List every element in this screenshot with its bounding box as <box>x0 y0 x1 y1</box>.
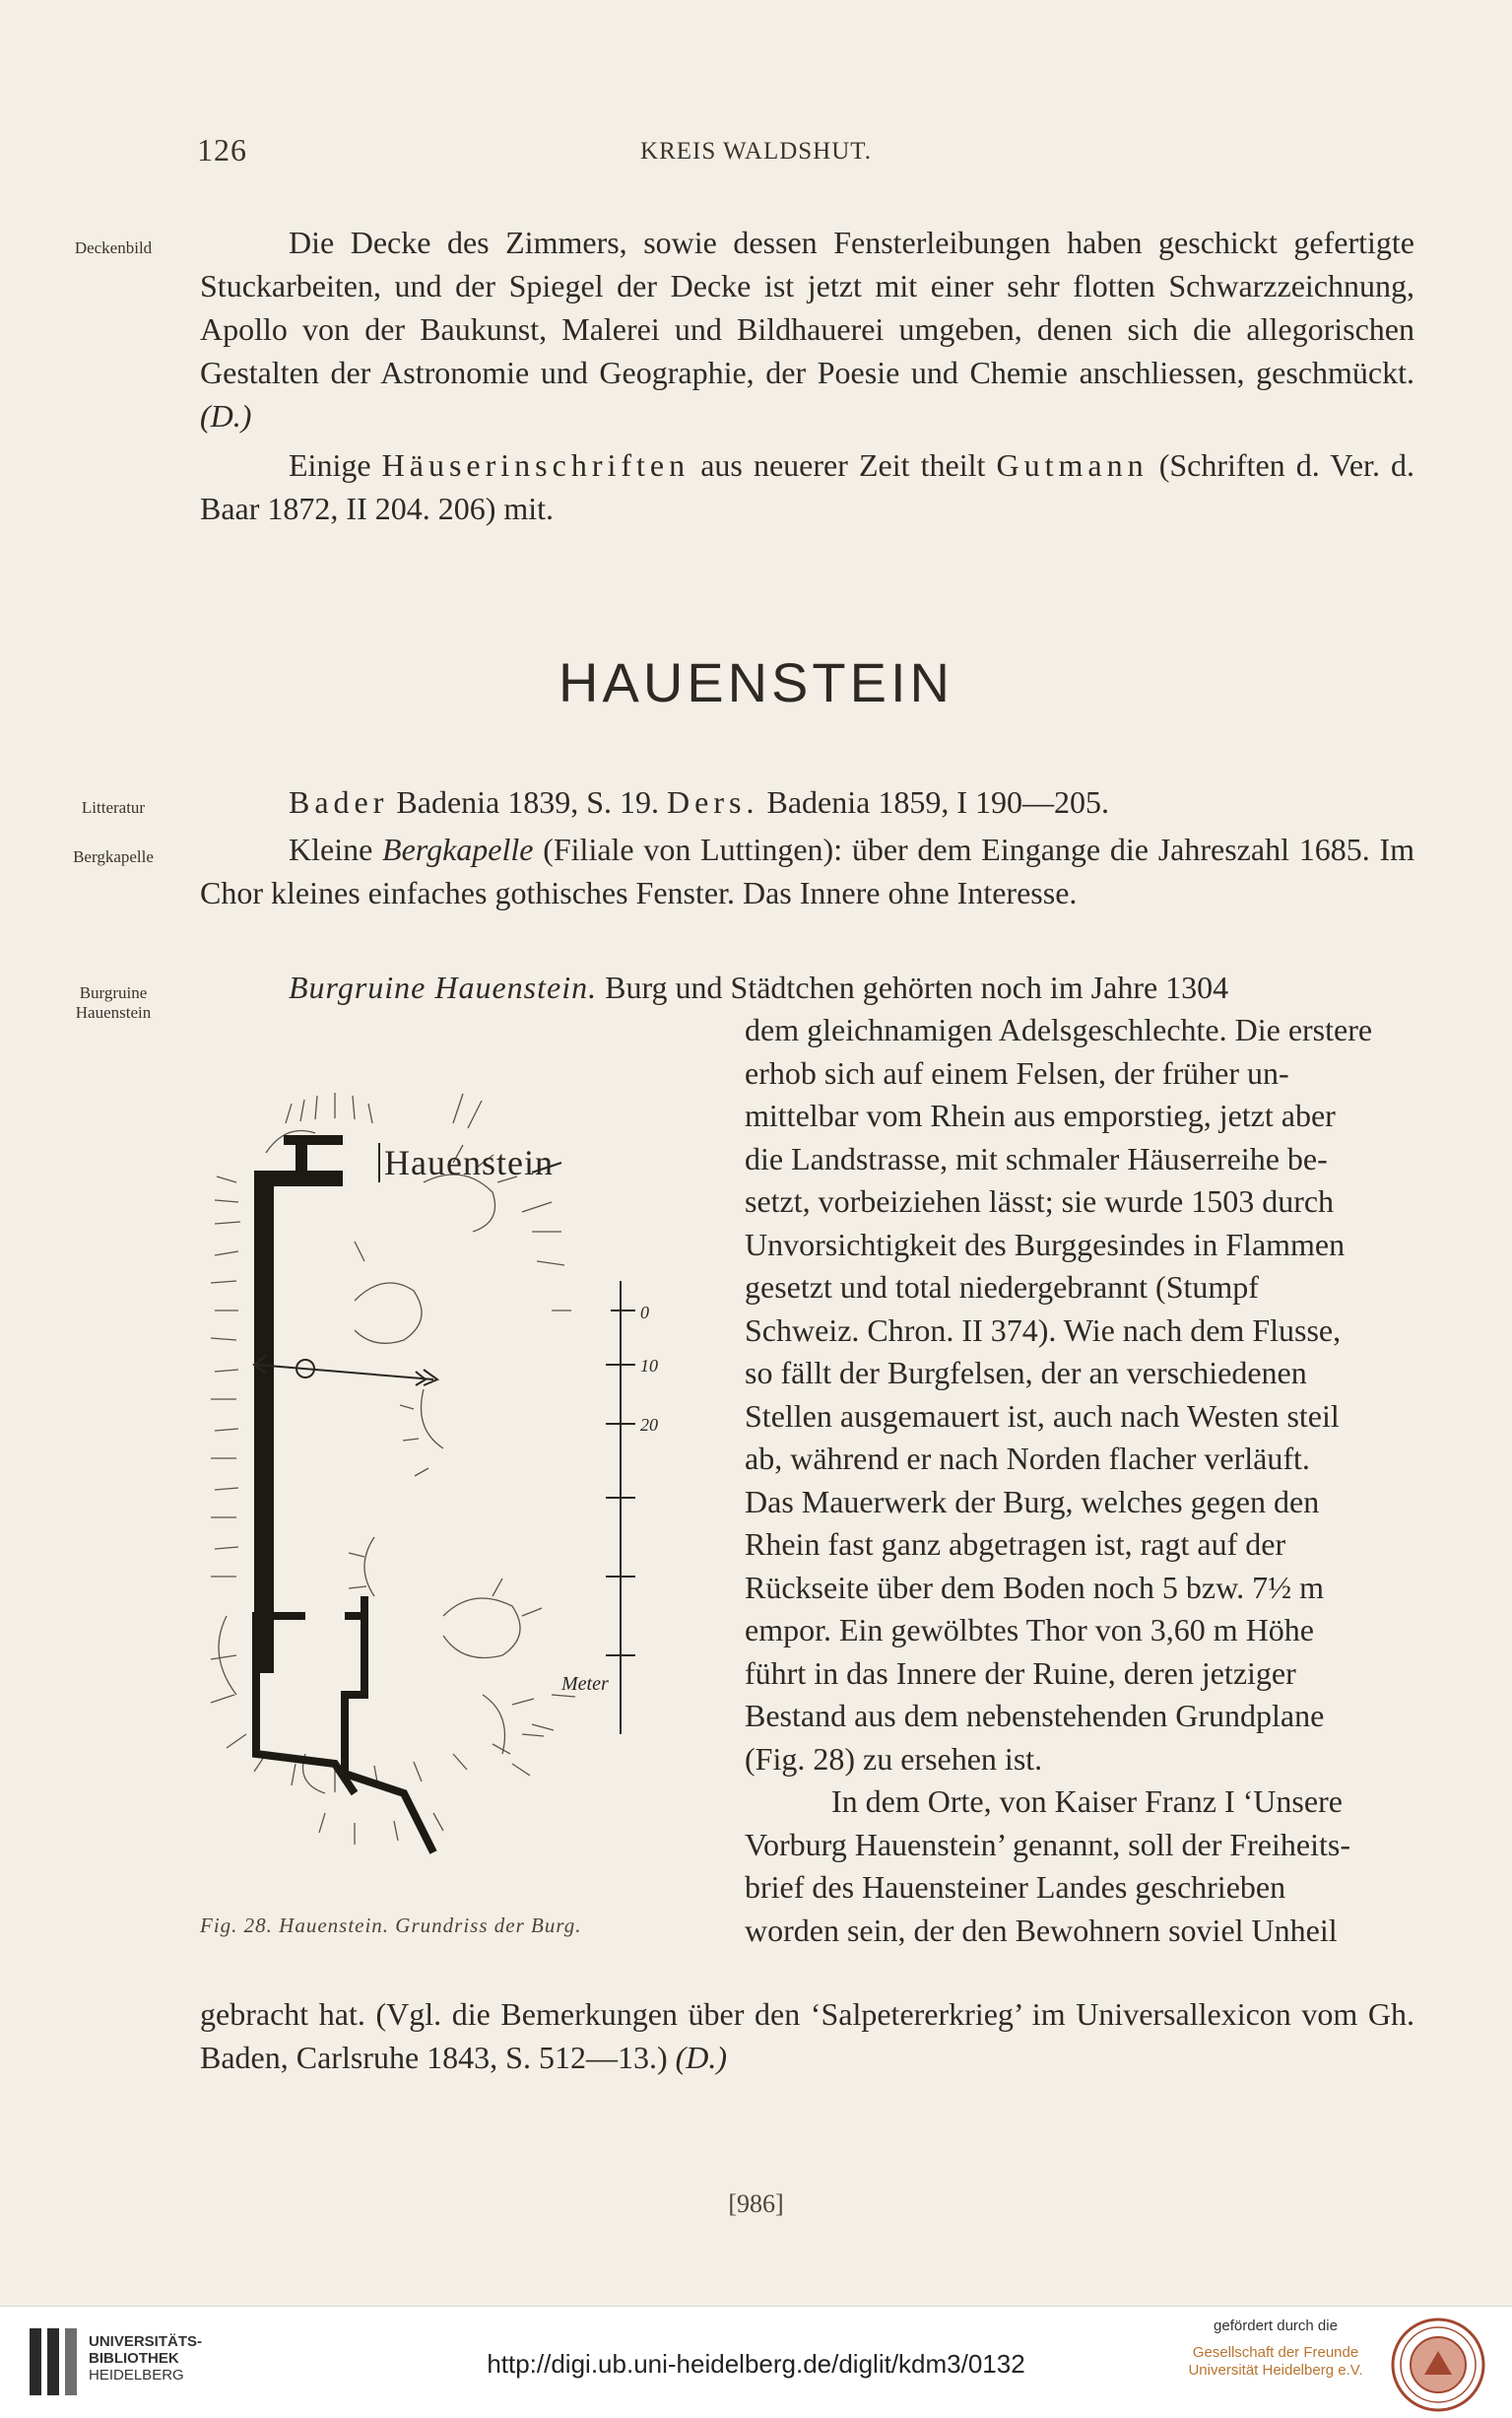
south-enclosure <box>256 1596 433 1852</box>
west-wall <box>254 1171 274 1673</box>
column-line: brief des Hauensteiner Landes geschrieben <box>745 1869 1286 1905</box>
north-wall <box>274 1171 343 1186</box>
north-arrow <box>254 1356 437 1385</box>
scale-unit: Meter <box>561 1673 609 1695</box>
column-line: Vorburg Hauenstein’ genannt, soll der Freiheits- <box>745 1826 1350 1862</box>
scale-label: 0 <box>640 1303 649 1322</box>
column-line: so fällt der Burgfelsen, der an verschiedenen <box>745 1355 1307 1390</box>
ub-line: BIBLIOTHEK <box>89 2350 179 2367</box>
tower-top <box>284 1135 343 1145</box>
page-number: 126 <box>197 132 247 168</box>
scale-label: 20 <box>640 1415 658 1435</box>
sponsor-label: gefördert durch die <box>1214 2317 1338 2334</box>
column-line: In dem Orte, von Kaiser Franz I ‘Unsere <box>831 1783 1343 1819</box>
column-line: Das Mauerwerk der Burg, welches gegen den <box>745 1483 1320 1519</box>
column-line: Bestand aus dem nebenstehenden Grundplane <box>745 1698 1325 1733</box>
document-url-link[interactable]: http://digi.ub.uni-heidelberg.de/diglit/kdm3/0132 <box>487 2349 1025 2379</box>
paragraph-litteratur <box>200 780 1414 824</box>
bergkapelle-a: Kleine <box>289 832 373 867</box>
map-label: Hauenstein <box>384 1143 554 1182</box>
burgruine-column <box>745 1009 1414 1952</box>
paragraph-deckenbild <box>200 221 1414 437</box>
bergkapelle-b: Bergkapelle <box>382 832 534 867</box>
sponsor-line: Universität Heidelberg e.V. <box>1188 2362 1363 2379</box>
column-line: worden sein, der den Bewohnern soviel Unheil <box>745 1912 1338 1948</box>
margin-note-burgruine <box>39 983 187 1023</box>
column-line: (Fig. 28) zu ersehen ist. <box>745 1740 1043 1777</box>
ub-line: HEIDELBERG <box>89 2367 184 2384</box>
ground-plan-drawing <box>197 1064 729 1892</box>
bergkapelle-c: (Filiale von Luttingen): über dem Eingange die Jahreszahl 1685. Im Chor kleines einfaches gothisches Fenster. Das Innere ohne Interesse. <box>200 832 1415 910</box>
paragraph-deckenbild-text: Die Decke des Zimmers, sowie dessen Fensterleibungen haben geschickt gefertigte Stuckarbeiten, und der Spiegel der Decke ist jetzt mit einer sehr flotten Schwarzzeichnung, Apollo von der Baukunst, Malerei und Bildhauerei umgeben, denen sich die allegorischen Gestalten der Astronomie und Geographie, der Poesie und Chemie anschliessen, geschmückt. <box>200 225 1414 390</box>
ub-line: UNIVERSITÄTS- <box>89 2333 203 2350</box>
litteratur-ref1: Badenia 1839, S. 19. <box>396 784 660 820</box>
column-line: ab, während er nach Norden flacher verläuft. <box>745 1441 1310 1476</box>
paragraph-bergkapelle <box>200 828 1414 914</box>
inschriften-part-a: Einige <box>289 447 371 483</box>
column-line: empor. Ein gewölbtes Thor von 3,60 m Höhe <box>745 1612 1314 1647</box>
column-line: führt in das Innere der Ruine, deren jetziger <box>745 1654 1296 1691</box>
margin-note-burgruine-line2: Hauenstein <box>75 1003 152 1022</box>
burgruine-lead-rest: Burg und Städtchen gehörten noch im Jahre 1304 <box>605 970 1229 1005</box>
paragraph-inschriften <box>200 443 1414 530</box>
scale-label: 10 <box>640 1356 658 1376</box>
litteratur-ref2: Badenia 1859, I 190—205. <box>766 784 1109 820</box>
column-line: Unvorsichtigkeit des Burggesindes in Flammen <box>745 1226 1346 1262</box>
author-signature: (D.) <box>200 398 252 434</box>
inschriften-part-c: aus neuerer Zeit theilt <box>700 447 986 483</box>
castle-walls <box>254 1135 343 1673</box>
margin-note-deckenbild: Deckenbild <box>74 238 153 257</box>
litteratur-ders: Ders. <box>667 784 759 820</box>
section-title: HAUENSTEIN <box>559 651 953 713</box>
sponsor-block[interactable] <box>1167 2317 1384 2380</box>
margin-note-litteratur: Litteratur <box>81 798 146 817</box>
figure-caption: Fig. 28. Hauenstein. Grundriss der Burg. <box>200 1914 582 1937</box>
university-seal-icon[interactable] <box>1389 2316 1487 2414</box>
litteratur-author: Bader <box>289 784 389 820</box>
column-line: Schweiz. Chron. II 374). Wie nach dem Flusse, <box>745 1311 1342 1348</box>
tower-stem <box>296 1141 307 1180</box>
column-line: gesetzt und total niedergebrannt (Stumpf <box>745 1269 1259 1305</box>
column-line: setzt, vorbeiziehen lässt; sie wurde 1503 durch <box>745 1183 1335 1219</box>
sponsor-line: Gesellschaft der Freunde <box>1192 2344 1359 2361</box>
inschriften-part-d: Gutmann <box>996 447 1149 483</box>
margin-note-burgruine-line1: Burgruine <box>79 983 148 1002</box>
column-line: mittelbar vom Rhein aus emporstieg, jetzt aber <box>745 1098 1336 1133</box>
column-line: Rhein fast ganz abgetragen ist, ragt auf der <box>745 1526 1286 1562</box>
inschriften-part-e: (Schriften d. Ver. d. Baar 1872, II 204. 206) mit. <box>200 447 1415 526</box>
scale-bar <box>606 1281 635 1734</box>
sheet-number: [986] <box>728 2189 784 2218</box>
inschriften-part-b: Häuserinschriften <box>381 447 690 483</box>
column-line: dem gleichnamigen Adelsgeschlechte. Die erstere <box>745 1012 1373 1047</box>
burgruine-lead-line <box>200 966 1414 1009</box>
column-line: erhob sich auf einem Felsen, der früher un- <box>745 1054 1289 1091</box>
burgruine-tail-text: gebracht hat. (Vgl. die Bemerkungen über den ‘Salpetererkrieg’ im Universallexicon vom Gh. Baden, Carlsruhe 1843, S. 512—13.) <box>200 1996 1414 2075</box>
paragraph-burgruine-tail <box>200 1992 1414 2079</box>
author-signature: (D.) <box>675 2040 728 2075</box>
castle-ground-plan-figure <box>197 1064 729 1892</box>
running-head: KREIS WALDSHUT. <box>640 138 872 165</box>
burgruine-heading: Burgruine Hauenstein. <box>289 970 598 1005</box>
column-line: Rückseite über dem Boden noch 5 bzw. 7½ m <box>745 1569 1325 1605</box>
column-line: die Landstrasse, mit schmaler Häuserreihe be- <box>745 1140 1328 1176</box>
column-line: Stellen ausgemauert ist, auch nach Westen steil <box>745 1397 1340 1434</box>
margin-note-bergkapelle: Bergkapelle <box>73 847 154 866</box>
